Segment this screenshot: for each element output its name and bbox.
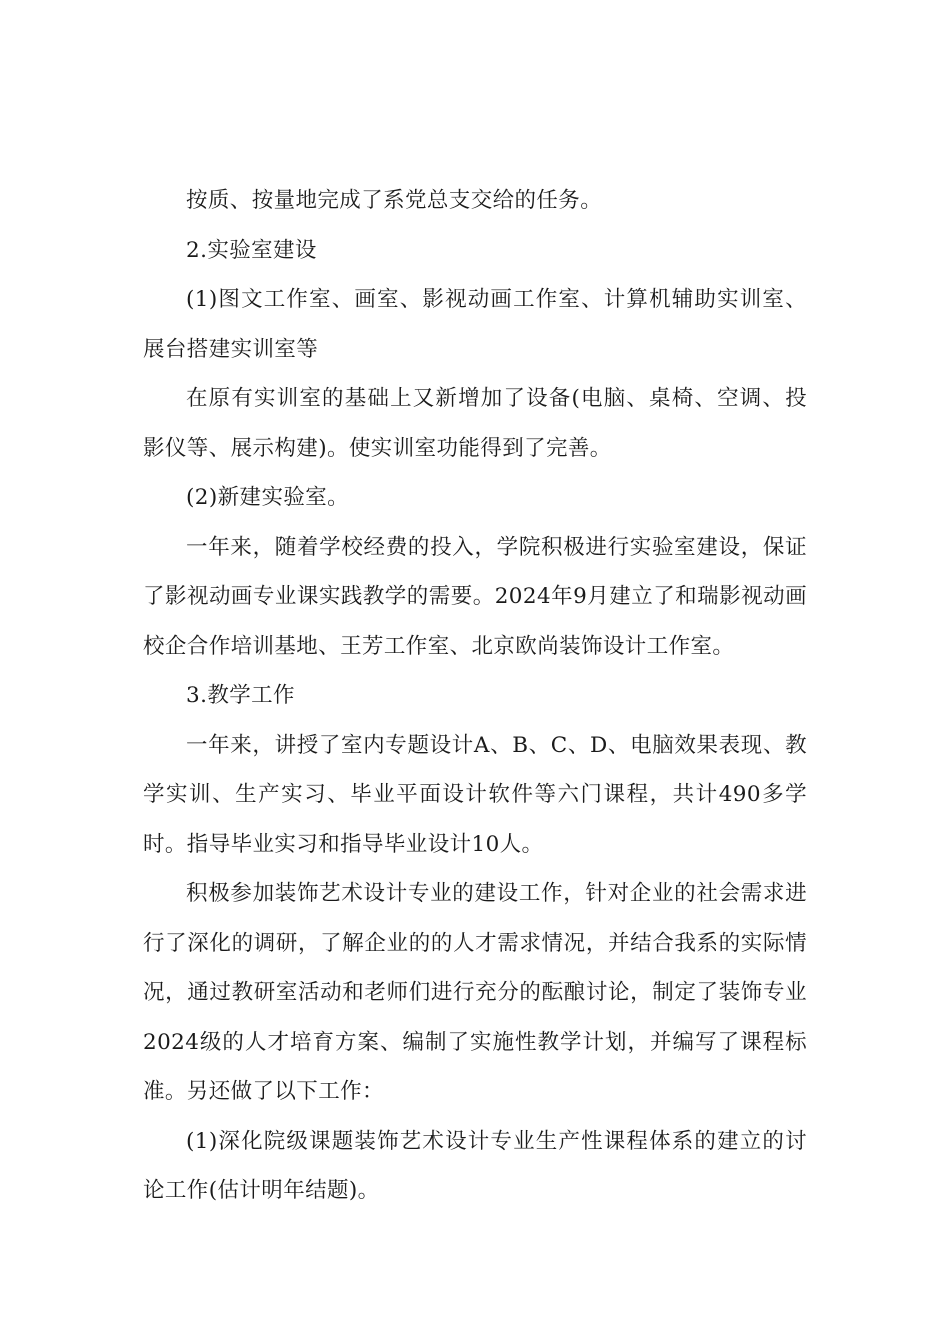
heading-lab-construction: 2.实验室建设: [186, 237, 317, 263]
paragraph-program-development: 积极参加装饰艺术设计专业的建设工作，针对企业的社会需求进行了深化的调研，了解企业的的人才需求情况，并结合我系的实际情况，通过教研室活动和老师们进行充分的酝酿讨论，制定了装饰专业2024级的人才培育方案、编制了实施性教学计划，并编写了课程标准。另还做了以下工作：: [143, 881, 807, 1104]
paragraph-research-project: (1)深化院级课题装饰艺术设计专业生产性课程体系的建立的讨论工作(估计明年结题)。: [143, 1128, 807, 1203]
subheading-new-lab: (2)新建实验室。: [186, 485, 350, 510]
heading-teaching-work: 3.教学工作: [186, 683, 295, 708]
paragraph-courses-taught: 一年来，讲授了室内专题设计A、B、C、D、电脑效果表现、教学实训、生产实习、毕业平面设计软件等六门课程，共计490多学时。指导毕业实习和指导毕业设计10人。: [143, 732, 807, 857]
paragraph-new-equipment: 在原有实训室的基础上又新增加了设备(电脑、桌椅、空调、投影仪等、展示构建)。使实训室功能得到了完善。: [143, 386, 807, 461]
paragraph-lab-investment: 一年来，随着学校经费的投入，学院积极进行实验室建设，保证了影视动画专业课实践教学的需要。2024年9月建立了和瑞影视动画校企合作培训基地、王芳工作室、北京欧尚装饰设计工作室。: [143, 534, 807, 659]
document-body: [143, 176, 807, 1216]
subheading-studios: (1)图文工作室、画室、影视动画工作室、计算机辅助实训室、展台搭建实训室等: [143, 287, 807, 362]
paragraph-task-completion: 按质、按量地完成了系党总支交给的任务。: [186, 188, 603, 213]
